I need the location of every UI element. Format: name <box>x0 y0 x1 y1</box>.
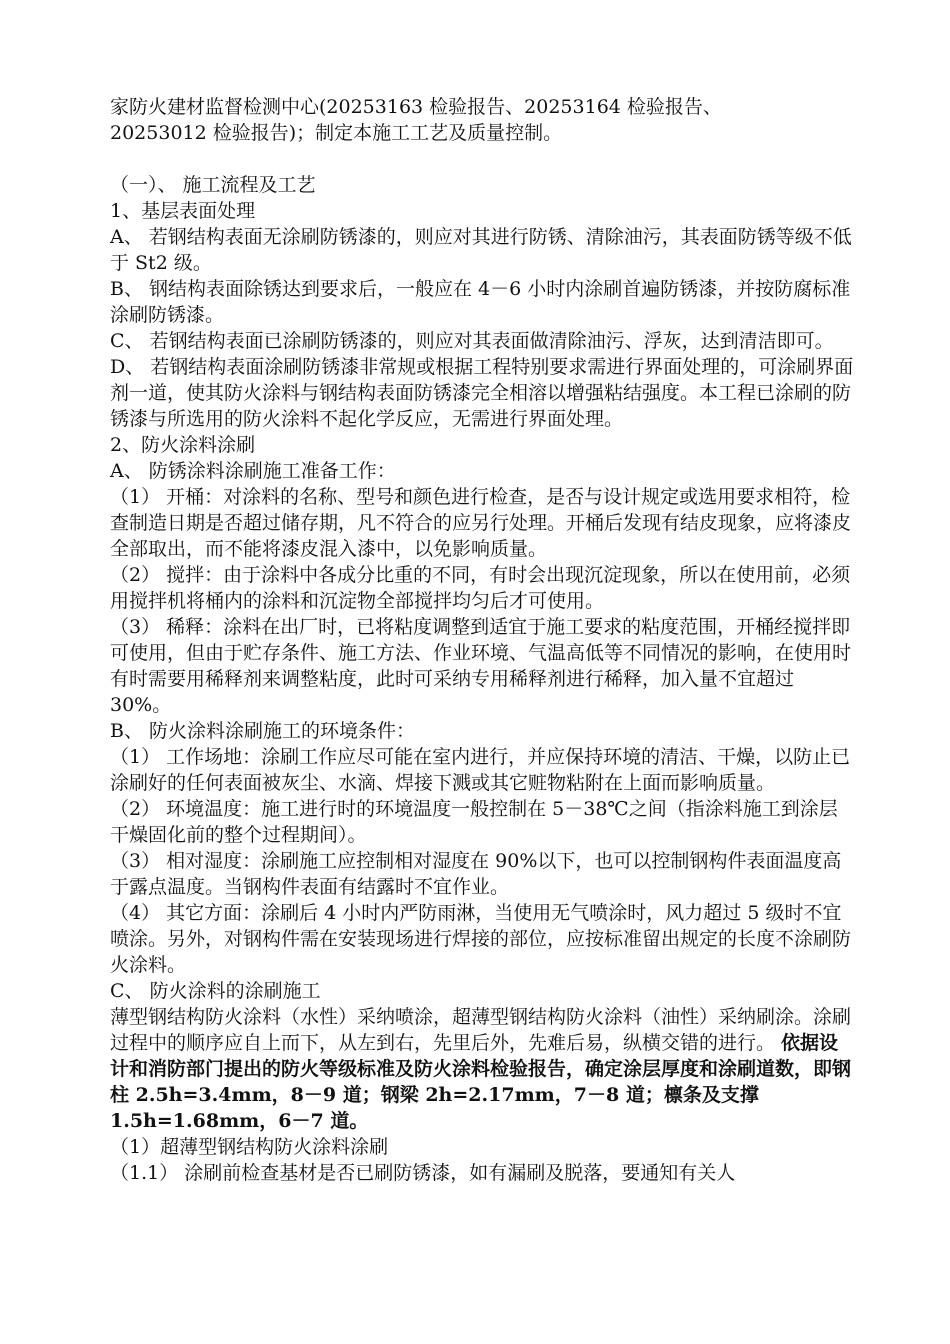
section-heading: （一）、 施工流程及工艺 <box>110 174 316 196</box>
paragraph-prep: A、 防锈涂料涂刷施工准备工作： <box>110 460 396 482</box>
item-open-bucket: （1） 开桶：对涂料的名称、型号和颜色进行检查，是否与设计规定或选用要求相符，检查制造日期是否超过储存期，凡不符合的应另行处理。开桶后发现有结皮现象，应将漆皮全部取出，而不能将漆皮混入漆中，以免影响质量。 <box>110 486 852 560</box>
document-page <box>110 94 855 1186</box>
item-workplace: （1） 工作场地：涂刷工作应尽可能在室内进行，并应保持环境的清洁、干燥，以防止已涂刷好的任何表面被灰尘、水滴、焊接下溅或其它赃物粘附在上面而影响质量。 <box>110 746 851 794</box>
paragraph-environment: B、 防火涂料涂刷施工的环境条件： <box>110 720 416 742</box>
subheading-ultra-thin: （1）超薄型钢结构防火涂料涂刷 <box>110 1136 389 1158</box>
subheading-fireproof-coating: 2、防火涂料涂刷 <box>110 434 256 456</box>
item-other: （4） 其它方面：涂刷后 4 小时内严防雨淋，当使用无气喷涂时，风力超过 5 级时不宜喷涂。另外，对钢构件需在安装现场进行焊接的部位，应按标准留出规定的长度不涂刷防火涂料。 <box>110 902 852 976</box>
paragraph-b: B、 钢结构表面除锈达到要求后，一般应在 4－6 小时内涂刷首遍防锈漆，并按防腐标准涂刷防锈漆。 <box>110 278 851 326</box>
item-temperature: （2） 环境温度：施工进行时的环境温度一般控制在 5－38℃之间（指涂料施工到涂层干燥固化前的整个过程期间）。 <box>110 798 838 846</box>
item-stir: （2） 搅拌：由于涂料中各成分比重的不同，有时会出现沉淀现象，所以在使用前，必须用搅拌机将桶内的涂料和沉淀物全部搅拌均匀后才可使用。 <box>110 564 851 612</box>
item-dilute: （3） 稀释：涂料在出厂时，已将粘度调整到适宜于施工要求的粘度范围，开桶经搅拌即可使用，但由于贮存条件、施工方法、作业环境、气温高低等不同情况的影响，在使用时有时需要用稀释剂来调整粘度，此时可采纳专用稀释剂进行稀释，加入量不宜超过 30%。 <box>110 616 852 716</box>
intro-line-1: 家防火建材监督检测中心(20253163 检验报告、20253164 检验报告、 <box>110 96 722 118</box>
paragraph-coating-method <box>110 1004 855 1134</box>
paragraph-a: A、 若钢结构表面无涂刷防锈漆的，则应对其进行防锈、清除油污，其表面防锈等级不低于 St2 级。 <box>110 226 852 274</box>
coating-thickness-bold: 依据设计和消防部门提出的防火等级标准及防火涂料检验报告，确定涂层厚度和涂刷道数，即钢柱 2.5h=3.4mm，8－9 道；钢梁 2h=2.17mm，7－8 道；檩条及支撑 1.5h=1.68mm，6－7 道。 <box>110 1032 852 1132</box>
coating-method-text: 薄型钢结构防火涂料（水性）采纳喷涂，超薄型钢结构防火涂料（油性）采纳刷涂。涂刷过程中的顺序应自上而下，从左到右，先里后外，先难后易，纵横交错的进行。 <box>110 1006 852 1054</box>
item-humidity: （3） 相对湿度：涂刷施工应控制相对湿度在 90%以下，也可以控制钢构件表面温度高于露点温度。当钢构件表面有结露时不宜作业。 <box>110 850 842 898</box>
paragraph-coating-construction: C、 防火涂料的涂刷施工 <box>110 980 321 1002</box>
intro-line-2: 20253012 检验报告)；制定本施工工艺及质量控制。 <box>110 122 563 144</box>
paragraph-d: D、 若钢结构表面涂刷防锈漆非常规或根据工程特别要求需进行界面处理的，可涂刷界面剂一道，使其防火涂料与钢结构表面防锈漆完全相溶以增强粘结强度。本工程已涂刷的防锈漆与所选用的防火涂料不起化学反应，无需进行界面处理。 <box>110 356 854 430</box>
item-check-substrate: （1.1） 涂刷前检查基材是否已刷防锈漆，如有漏刷及脱落，要通知有关人 <box>110 1162 736 1184</box>
blank-line <box>110 146 855 172</box>
subheading-surface-treatment: 1、基层表面处理 <box>110 200 256 222</box>
paragraph-c: C、 若钢结构表面已涂刷防锈漆的，则应对其表面做清除油污、浮灰，达到清洁即可。 <box>110 330 834 352</box>
